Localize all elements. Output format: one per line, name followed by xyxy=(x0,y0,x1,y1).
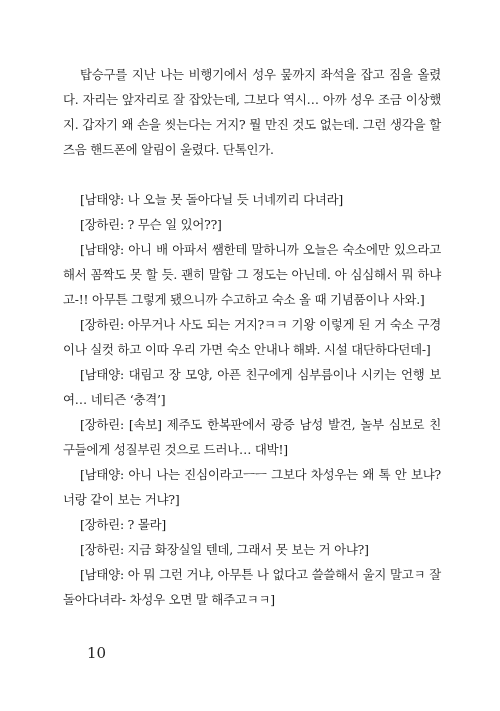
chat-message: [남태양: 아니 나는 진심이라고ㅡㅡ 그보다 차성우는 왜 톡 안 보냐? 너랑 같이 보는 거냐?] xyxy=(63,467,441,507)
chat-message: [남태양: 나 오늘 못 돌아다닐 듯 너네끼리 다녀라] xyxy=(80,192,344,207)
narrative-paragraph: 탑승구를 지난 나는 비행기에서 성우 뭎까지 좌석을 잡고 짐을 올렸다. 자리는 앞자리로 잘 잡았는데, 그보다 역시… 아까 성우 조금 이상했지. 갑자기 왜 손을 씻는다는 거지? 뭘 만진 것도 없는데. 그런 생각을 할 즈음 핸드폰에 알림이 울렸다. 단톡인가. xyxy=(63,67,441,157)
paragraph-gap xyxy=(63,162,441,187)
chat-message: [장하린: [속보] 제주도 한복판에서 광증 남성 발견, 놀부 심보로 친구들에게 성질부린 것으로 드러나… 대박!] xyxy=(63,417,441,457)
chat-message: [장하린: ? 몰라] xyxy=(80,517,167,532)
chat-message: [장하린: 지금 화장실일 텐데, 그래서 못 보는 거 아냐?] xyxy=(80,542,369,557)
page-number: 10 xyxy=(87,644,107,662)
page-body xyxy=(63,62,441,612)
chat-message: [남태양: 대림고 장 모양, 아픈 친구에게 심부름이나 시키는 언행 보여… 네티즌 ‘충격’] xyxy=(63,367,441,407)
chat-message: [남태양: 아니 배 아파서 쌤한테 말하니까 오늘은 숙소에만 있으라고 해서 꼼짝도 못 할 듯. 괜히 말함 그 정도는 아닌데. 아 심심해서 뭐 하냐고-!! 아무튼 그렇게 됐으니까 수고하고 숙소 올 때 기념품이나 사와.] xyxy=(63,242,441,307)
chat-message: [장하린: 아무거나 사도 되는 거지?ㅋㅋ 기왕 이렇게 된 거 숙소 구경이나 실컷 하고 이따 우리 가면 숙소 안내나 해봐. 시설 대단하다던데-] xyxy=(63,317,441,357)
chat-message: [장하린: ? 무슨 일 있어??] xyxy=(80,217,222,232)
chat-message: [남태양: 아 뭐 그런 거냐, 아무튼 나 없다고 쓸쓸해서 울지 말고ㅋ 잘 돌아다녀라- 차성우 오면 말 해주고ㅋㅋ] xyxy=(63,567,441,607)
